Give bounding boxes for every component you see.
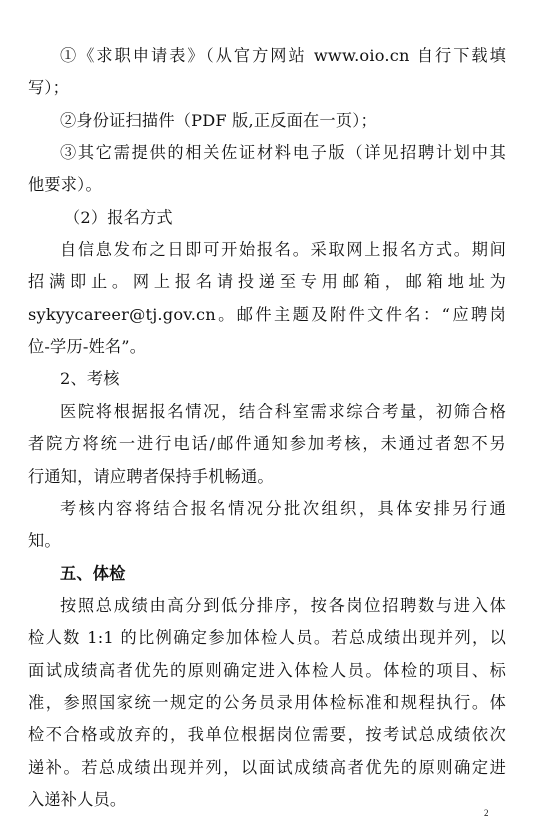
text-line: 准，参照国家统一规定的公务员录用体检标准和规程执行。体 — [28, 693, 506, 712]
text-line: 位-学历-姓名”。 — [28, 337, 147, 356]
text-line: 医院将根据报名情况，结合科室需求综合考量，初筛合格 — [60, 402, 506, 421]
text-line: ②身份证扫描件（PDF 版,正反面在一页）； — [60, 111, 377, 130]
text-line: 面试成绩高者优先的原则确定进入体检人员。体检的项目、标 — [28, 661, 506, 680]
text-line: 入递补人员。 — [28, 790, 127, 809]
text-line: ①《求职申请表》（从官方网站 www.oio.cn 自行下载填 — [60, 46, 506, 65]
text-line: 他要求）。 — [28, 175, 102, 194]
text-line: 按照总成绩由高分到低分排序，按各岗位招聘数与进入体 — [60, 596, 506, 615]
text-line: 招满即止。网上报名请投递至专用邮箱，邮箱地址为 — [28, 272, 506, 291]
text-line: 者院方将统一进行电话/邮件通知参加考核，未通过者恕不另 — [28, 434, 506, 453]
text-line: 递补。若总成绩出现并列，以面试成绩高者优先的原则确定进 — [28, 758, 506, 777]
text-line: 知。 — [28, 531, 61, 550]
text-line: ③其它需提供的相关佐证材料电子版（详见招聘计划中其 — [60, 143, 506, 162]
page-number: 2 — [484, 808, 489, 818]
section-subheading: 2、考核 — [60, 369, 120, 388]
text-line: 自信息发布之日即可开始报名。采取网上报名方式。期间 — [60, 240, 506, 259]
email-line: sykyycareer@tj.gov.cn。邮件主题及附件文件名：“应聘岗 — [28, 305, 506, 324]
text-line: 检不合格或放弃的，我单位根据岗位需要，按考试总成绩依次 — [28, 725, 506, 744]
section-subheading: （2）报名方式 — [64, 208, 173, 227]
text-line: 检人数 1:1 的比例确定参加体检人员。若总成绩出现并列，以 — [28, 628, 506, 647]
text-line: 行通知，请应聘者保持手机畅通。 — [28, 467, 274, 486]
text-line: 考核内容将结合报名情况分批次组织，具体安排另行通 — [60, 499, 506, 518]
section-heading: 五、体检 — [60, 564, 126, 583]
text-line: 写）； — [28, 78, 70, 97]
